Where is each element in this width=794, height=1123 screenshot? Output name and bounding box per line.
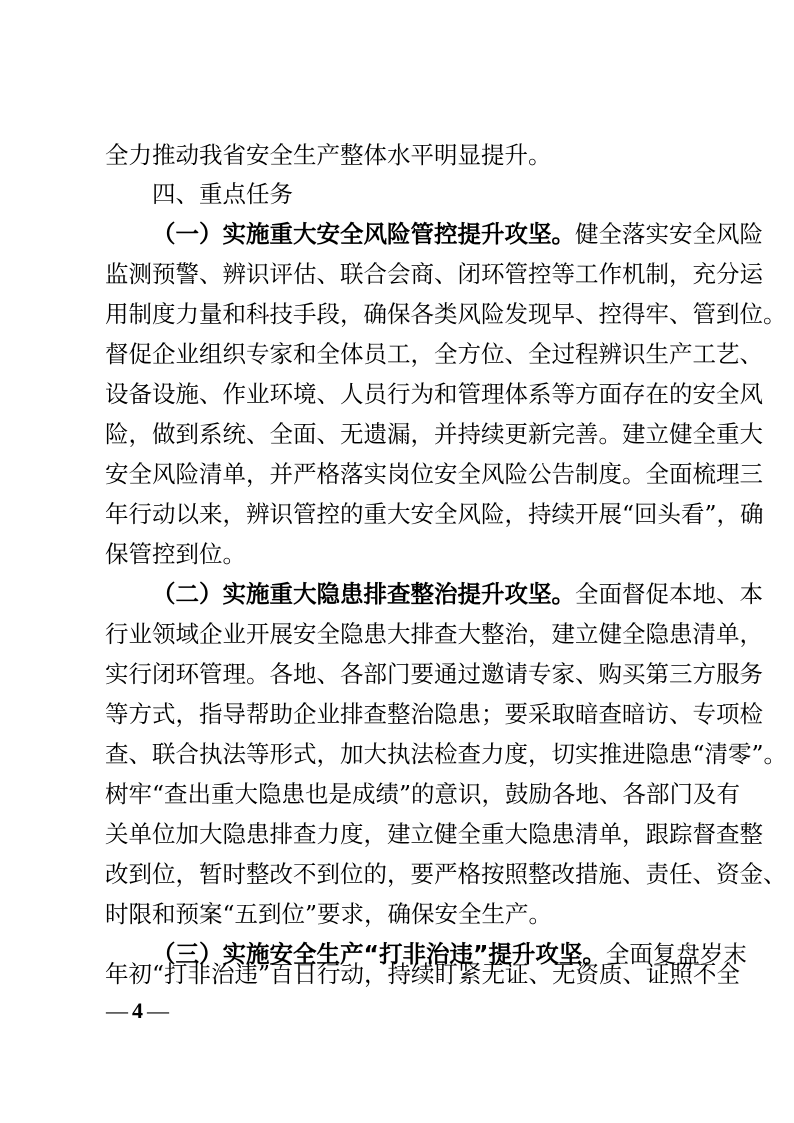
para2-line: 改到位，暂时整改不到位的，要严格按照整改措施、责任、资金、	[105, 860, 787, 888]
para2-line: 查、联合执法等形式，加大执法检查力度，切实推进隐患“清零”。	[105, 740, 788, 768]
para2-line: 实行闭环管理。各地、各部门要通过邀请专家、购买第三方服务	[105, 660, 763, 688]
para2-line: 树牢“查出重大隐患也是成绩”的意识，鼓励各地、各部门及有	[105, 780, 741, 808]
para1-line: 保管控到位。	[105, 540, 246, 568]
intro-line: 全力推动我省安全生产整体水平明显提升。	[105, 141, 552, 169]
para2-line: 关单位加大隐患排查力度，建立健全重大隐患清单，跟踪督查整	[105, 820, 763, 848]
para1-line: 安全风险清单，并严格落实岗位安全风险公告制度。全面梳理三	[105, 460, 763, 488]
para1-first-line	[152, 214, 763, 254]
para2-line: 时限和预案“五到位”要求，确保安全生产。	[105, 900, 553, 928]
para1-line: 督促企业组织专家和全体员工，全方位、全过程辨识生产工艺、	[105, 340, 763, 368]
para2-lead: （二）实施重大隐患排查整治提升攻坚。	[152, 580, 575, 608]
para3-lead: （三）实施安全生产“打非治违”提升攻坚。	[152, 940, 606, 968]
para3-line1-rest: 全面复盘岁末	[605, 940, 747, 968]
footer-dash-right: —	[147, 998, 169, 1023]
section-heading: 四、重点任务	[152, 180, 293, 208]
para1-line1-rest: 健全落实安全风险	[575, 220, 763, 248]
para1-line: 监测预警、辨识评估、联合会商、闭环管控等工作机制，充分运	[105, 260, 763, 288]
para1-lead: （一）实施重大安全风险管控提升攻坚。	[152, 220, 575, 248]
para2-line: 等方式，指导帮助企业排查整治隐患；要采取暗查暗访、专项检	[105, 700, 763, 728]
para1-line: 险，做到系统、全面、无遗漏，并持续更新完善。建立健全重大	[105, 420, 763, 448]
para1-line: 年行动以来，辨识管控的重大安全风险，持续开展“回头看”，确	[105, 500, 764, 528]
para2-first-line	[152, 574, 763, 614]
page-number: 4	[132, 998, 143, 1023]
para2-line1-rest: 全面督促本地、本	[575, 580, 763, 608]
para1-line: 用制度力量和科技手段，确保各类风险发现早、控得牢、管到位。	[105, 300, 787, 328]
para1-line: 设备设施、作业环境、人员行为和管理体系等方面存在的安全风	[105, 380, 763, 408]
footer-dash-left: —	[106, 998, 128, 1023]
para2-line: 行业领域企业开展安全隐患大排查大整治，建立健全隐患清单，	[105, 620, 763, 648]
page-number-footer	[106, 994, 169, 1028]
para3-line: 年初“打非治违”百日行动，持续盯紧无证、无资质、证照不全	[105, 960, 741, 988]
